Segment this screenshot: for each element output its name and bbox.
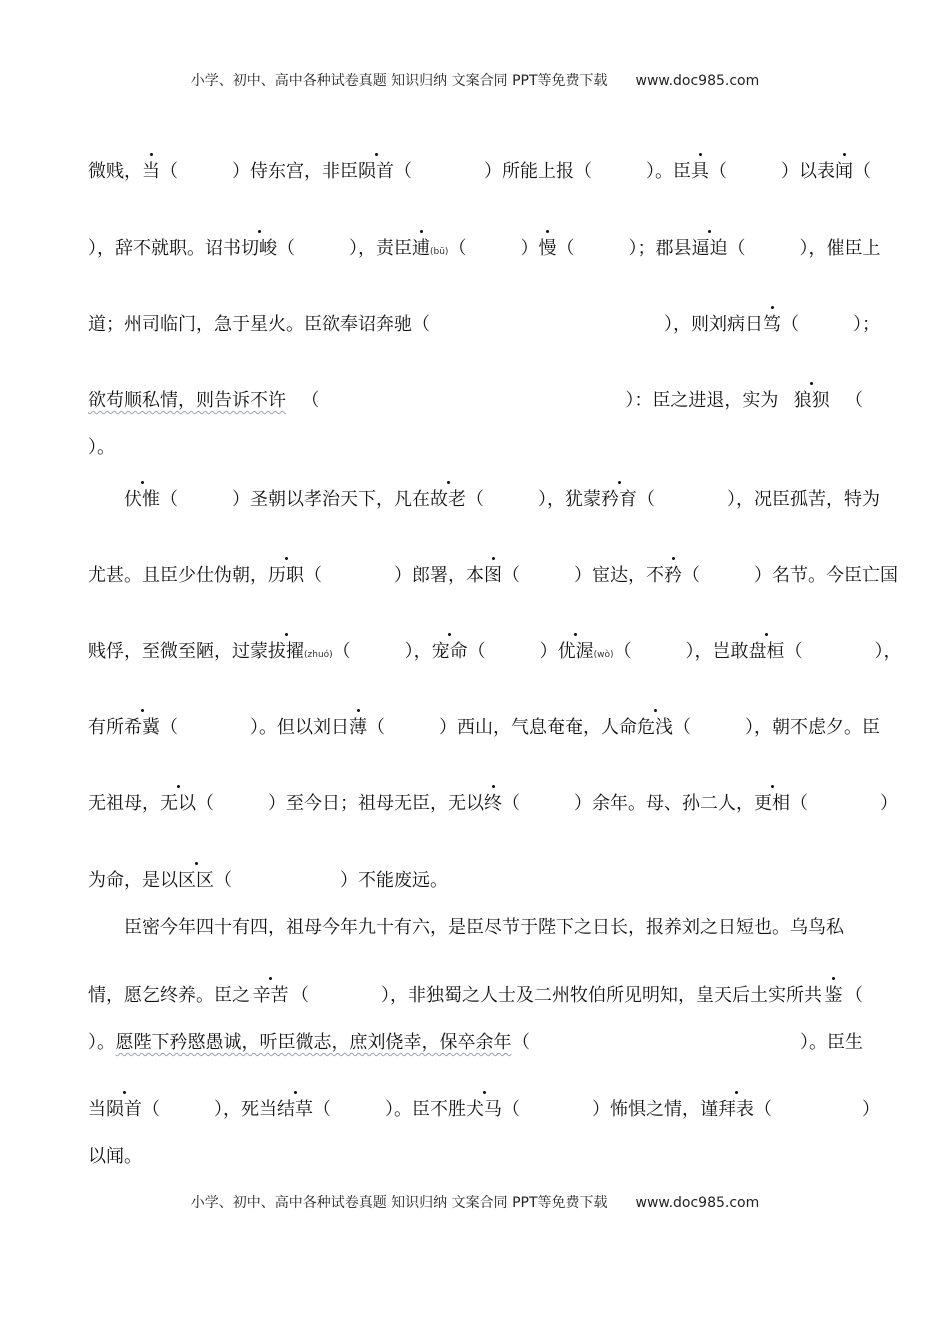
answer-blank-segment: （ ），死当 xyxy=(142,1099,277,1120)
emphasized-word: 无以 xyxy=(160,790,196,818)
answer-blank-segment: （ ）不能废远。 xyxy=(214,870,448,891)
text-line xyxy=(88,562,898,590)
emphasized-word: 图 xyxy=(484,562,502,590)
text-segment: 无祖母， xyxy=(88,793,160,814)
text-segment: 道；州司临门，急于星火。臣欲奉诏奔驰（ ），则刘病日 xyxy=(88,314,763,335)
answer-blank-segment: （ ）， xyxy=(784,641,902,662)
answer-blank-segment: （ ）余年。母、孙二人， xyxy=(502,793,754,814)
emphasized-word: 更相 xyxy=(754,790,790,818)
emphasized-word: 闻 xyxy=(835,158,853,186)
text-segment: 以闻。 xyxy=(88,1146,142,1167)
page-footer xyxy=(0,1192,950,1212)
text-segment: 贱俘，至微至陋，过蒙 xyxy=(88,641,268,662)
emphasized-word: 矜育 xyxy=(601,486,637,514)
text-line xyxy=(88,982,863,1010)
emphasized-word: 薄 xyxy=(349,714,367,742)
answer-blank-segment: （ ）；郡县 xyxy=(556,238,692,259)
text-segment: 臣密今年四十有四，祖母今年九十有六，是臣尽节于陛下之日长，报养刘之日短也。乌鸟私 xyxy=(124,917,844,938)
text-line xyxy=(88,914,863,942)
text-line xyxy=(88,158,871,186)
emphasized-word: 鉴 xyxy=(825,982,843,1010)
answer-blank-segment: （ ）郎署，本 xyxy=(304,565,484,586)
text-segment: 尤甚。且臣少仕伪朝， xyxy=(88,565,268,586)
header-text: 小学、初中、高中各种试卷真题 知识归纳 文案合同 PPT等免费下载 xyxy=(190,73,608,89)
text-line xyxy=(88,311,880,339)
text-segment: 为命，是以 xyxy=(88,870,178,891)
emphasized-word: 具 xyxy=(691,158,709,186)
emphasized-word: 陨首 xyxy=(358,158,394,186)
answer-blank-segment: （ ），责臣 xyxy=(277,238,412,259)
text-line xyxy=(88,235,881,263)
text-segment: ）。 xyxy=(88,437,115,458)
answer-blank-segment: （ ） xyxy=(790,793,898,814)
pinyin-annotation: (zhuó) xyxy=(304,650,333,660)
footer-site: www.doc985.com xyxy=(635,1195,760,1211)
answer-blank-segment: （ ），非独蜀之人士及二州牧伯所见明知，皇天后土实所共 xyxy=(291,985,822,1006)
text-line xyxy=(88,1143,863,1171)
emphasized-word: 切峻 xyxy=(241,235,277,263)
emphasized-word: 矜 xyxy=(664,562,682,590)
answer-blank-segment: （ ）怖惧之情，谨 xyxy=(502,1099,718,1120)
pinyin-annotation: (wò) xyxy=(593,650,614,660)
emphasized-word: 辛苦 xyxy=(253,982,289,1010)
emphasized-word: 犬马 xyxy=(466,1096,502,1124)
emphasized-word: 终 xyxy=(484,790,502,818)
emphasized-word: 优渥 xyxy=(558,638,594,666)
emphasized-word: 当 xyxy=(142,158,160,186)
answer-blank-segment: （ ），催臣上 xyxy=(727,238,881,259)
answer-blank-segment: （ ）侍东宫，非臣 xyxy=(160,161,358,182)
answer-blank-segment: （ ），岂敢 xyxy=(613,641,749,662)
emphasized-word: 陨首 xyxy=(106,1096,142,1124)
answer-blank-segment: （ ）至今日；祖母无臣，无以 xyxy=(196,793,484,814)
emphasized-word: 区区 xyxy=(178,867,214,895)
emphasized-word: 拜表 xyxy=(718,1096,754,1124)
answer-blank-segment: （ ）圣朝以孝治天下，凡在 xyxy=(160,489,430,510)
emphasized-word: 故老 xyxy=(430,486,466,514)
text-segment: 有所 xyxy=(88,717,124,738)
text-line xyxy=(88,790,898,818)
answer-blank-segment: （ ）西山，气息奄奄，人命 xyxy=(367,717,637,738)
text-segment: 当 xyxy=(88,1099,106,1120)
text-segment: ），辞不就职。诏书 xyxy=(88,238,241,259)
answer-blank-segment: （ ）以表 xyxy=(709,161,835,182)
emphasized-word: 盘桓 xyxy=(749,638,785,666)
answer-blank-segment: （ ）。臣不胜 xyxy=(313,1099,466,1120)
answer-blank-segment: （ ），朝不虑夕。臣 xyxy=(673,717,880,738)
text-segment: （ xyxy=(845,985,863,1006)
wavy-underlined-phrase: 愿陛下矜愍愚诚，听臣微志，庶刘侥幸，保卒余年 xyxy=(115,1032,512,1053)
text-line xyxy=(88,1096,880,1124)
text-line xyxy=(88,486,880,514)
wavy-underlined-phrase: 欲苟顺私情，则告诉不许 xyxy=(88,390,286,411)
answer-blank-segment: （ ）， xyxy=(332,641,432,662)
emphasized-word: 狼狈 xyxy=(794,387,830,415)
answer-blank-segment: （ ） xyxy=(448,238,539,259)
text-line xyxy=(88,638,902,666)
text-segment: 情，愿乞终养。臣之 xyxy=(88,985,250,1006)
answer-blank-segment: （ ）； xyxy=(781,314,880,335)
answer-blank-segment: （ ），况臣孤苦，特为 xyxy=(637,489,880,510)
answer-blank-segment: （ ） xyxy=(754,1099,880,1120)
emphasized-word: 笃 xyxy=(763,311,781,339)
emphasized-word: 希冀 xyxy=(124,714,160,742)
text-line xyxy=(88,867,863,895)
answer-blank-segment: （ ）：臣之进退，实为 xyxy=(301,390,779,411)
answer-blank-segment: （ ）。臣生 xyxy=(512,1032,863,1053)
text-segment: （ xyxy=(844,390,863,411)
text-segment: 微贱， xyxy=(88,161,142,182)
text-line xyxy=(88,1029,863,1057)
footer-text: 小学、初中、高中各种试卷真题 知识归纳 文案合同 PPT等免费下载 xyxy=(190,1195,608,1211)
answer-blank-segment: （ ）宦达，不 xyxy=(502,565,664,586)
emphasized-word: 逋 xyxy=(412,235,430,263)
pinyin-annotation: (bū) xyxy=(430,247,449,257)
header-site: www.doc985.com xyxy=(635,73,760,89)
emphasized-word: 伏惟 xyxy=(124,486,160,514)
emphasized-word: 危浅 xyxy=(637,714,673,742)
emphasized-word: 逼迫 xyxy=(691,235,727,263)
answer-blank-segment: （ ）所能上报（ ）。臣 xyxy=(394,161,691,182)
answer-blank-segment: （ ），犹蒙 xyxy=(466,489,601,510)
emphasized-word: 慢 xyxy=(538,235,556,263)
text-line xyxy=(88,434,863,462)
text-segment: ）。 xyxy=(88,1032,115,1053)
text-line xyxy=(88,714,880,742)
answer-blank-segment: （ ）名节。今臣亡国 xyxy=(682,565,898,586)
emphasized-word: 历职 xyxy=(268,562,304,590)
text-line xyxy=(88,387,863,415)
text-segment: （ xyxy=(853,161,871,182)
page-header xyxy=(0,70,950,90)
answer-blank-segment: （ ） xyxy=(467,641,558,662)
emphasized-word: 结草 xyxy=(277,1096,313,1124)
answer-blank-segment: （ ）。但以刘日 xyxy=(160,717,349,738)
emphasized-word: 拔擢 xyxy=(268,638,304,666)
emphasized-word: 宠命 xyxy=(432,638,468,666)
